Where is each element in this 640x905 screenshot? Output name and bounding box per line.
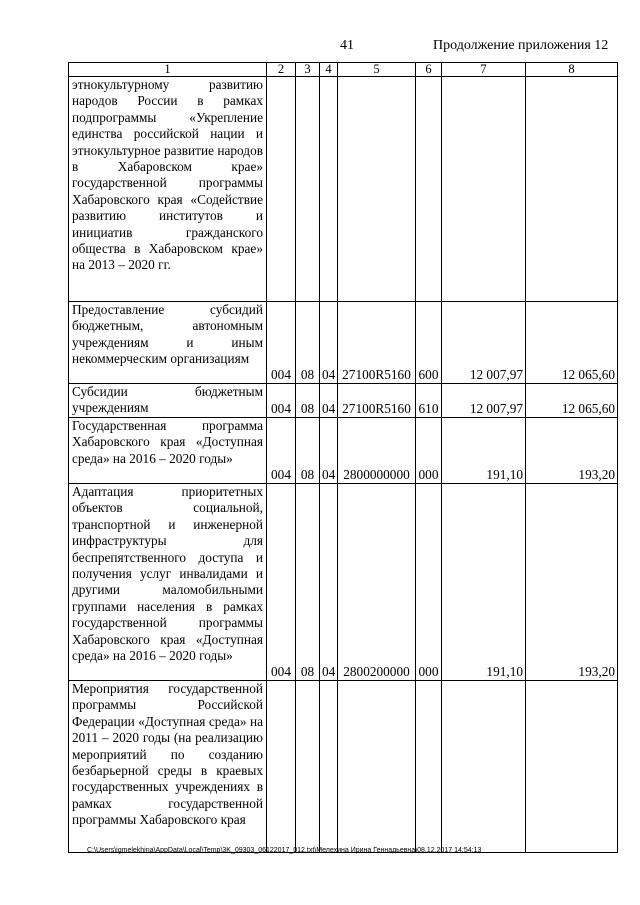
- cell-c5: [338, 77, 416, 302]
- row-name: Адаптация приоритетных объектов социальной, транспортной и инженерной инфраструктуры для беспрепятственного доступа и получения услуг инвалидами и другими маломобильными группами населения в рамках государственной программы Хабаровского края «Доступная среда» на 2016 – 2020 годы»: [69, 484, 267, 681]
- col-num-6: 6: [416, 63, 442, 77]
- cell-c5: 2800200000: [338, 484, 416, 681]
- col-num-4: 4: [320, 63, 338, 77]
- row-name: Мероприятия государственной программы Российской Федерации «Доступная среда» на 2011 – 2020 годы (на реализацию мероприятий по созданию безбарьерной среды в краевых государственных учреждениях в рамках государственной программы Хабаровского края: [69, 681, 267, 853]
- table-row: [69, 77, 618, 302]
- cell-c5: 27100R5160: [338, 302, 416, 384]
- table-row: [69, 302, 618, 384]
- column-number-row: [69, 63, 618, 77]
- cell-c7: 191,10: [442, 418, 526, 484]
- cell-c2: 004: [267, 302, 296, 384]
- cell-c7: [442, 77, 526, 302]
- cell-c5: [338, 681, 416, 853]
- cell-c3: 08: [296, 302, 320, 384]
- col-num-2: 2: [267, 63, 296, 77]
- cell-c3: [296, 77, 320, 302]
- col-num-1: 1: [69, 63, 267, 77]
- cell-c4: 04: [320, 418, 338, 484]
- page-number: 41: [340, 38, 354, 53]
- file-path-footer: C:\Users\igmelekhina\AppData\Local\Temp\3K_09303_06122017_012.txt\Мелехина Ирина Геннадьевна\08.12.2017 14:54:13: [87, 847, 482, 854]
- cell-c2: 004: [267, 384, 296, 418]
- cell-c6: 610: [416, 384, 442, 418]
- cell-c8: 193,20: [526, 484, 618, 681]
- table-row: [69, 418, 618, 484]
- cell-c2: [267, 681, 296, 853]
- table-row: [69, 681, 618, 853]
- col-num-8: 8: [526, 63, 618, 77]
- cell-c7: 191,10: [442, 484, 526, 681]
- cell-c3: 08: [296, 384, 320, 418]
- table-row: [69, 384, 618, 418]
- table-row: [69, 484, 618, 681]
- cell-c4: 04: [320, 484, 338, 681]
- cell-c8: 12 065,60: [526, 302, 618, 384]
- budget-table: [68, 62, 618, 853]
- cell-c3: 08: [296, 484, 320, 681]
- cell-c2: 004: [267, 484, 296, 681]
- cell-c3: 08: [296, 418, 320, 484]
- cell-c6: [416, 681, 442, 853]
- cell-c4: [320, 77, 338, 302]
- row-name: Предоставление субсидий бюджетным, автономным учреждениям и иным некоммерческим организациям: [69, 302, 267, 384]
- cell-c2: 004: [267, 418, 296, 484]
- row-name: Государственная программа Хабаровского края «Доступная среда» на 2016 – 2020 годы»: [69, 418, 267, 484]
- cell-c7: 12 007,97: [442, 302, 526, 384]
- cell-c6: 000: [416, 484, 442, 681]
- cell-c8: [526, 77, 618, 302]
- appendix-continuation: Продолжение приложения 12: [433, 38, 609, 53]
- cell-c8: 12 065,60: [526, 384, 618, 418]
- col-num-7: 7: [442, 63, 526, 77]
- cell-c4: [320, 681, 338, 853]
- row-name: этнокультурному развитию народов России в рамках подпрограммы «Укрепление единства российской нации и этнокультурное развитие народов в Хабаровском крае» государственной программы Хабаровского края «Содействие развитию институтов и инициатив гражданского общества в Хабаровском крае» на 2013 – 2020 гг.: [69, 77, 267, 302]
- cell-c6: 600: [416, 302, 442, 384]
- cell-c2: [267, 77, 296, 302]
- cell-c6: 000: [416, 418, 442, 484]
- cell-c5: 2800000000: [338, 418, 416, 484]
- col-num-5: 5: [338, 63, 416, 77]
- cell-c4: 04: [320, 302, 338, 384]
- row-name: Субсидии бюджетным учреждениям: [69, 384, 267, 418]
- cell-c8: 193,20: [526, 418, 618, 484]
- cell-c7: 12 007,97: [442, 384, 526, 418]
- cell-c3: [296, 681, 320, 853]
- cell-c7: [442, 681, 526, 853]
- col-num-3: 3: [296, 63, 320, 77]
- cell-c5: 27100R5160: [338, 384, 416, 418]
- cell-c6: [416, 77, 442, 302]
- cell-c4: 04: [320, 384, 338, 418]
- cell-c8: [526, 681, 618, 853]
